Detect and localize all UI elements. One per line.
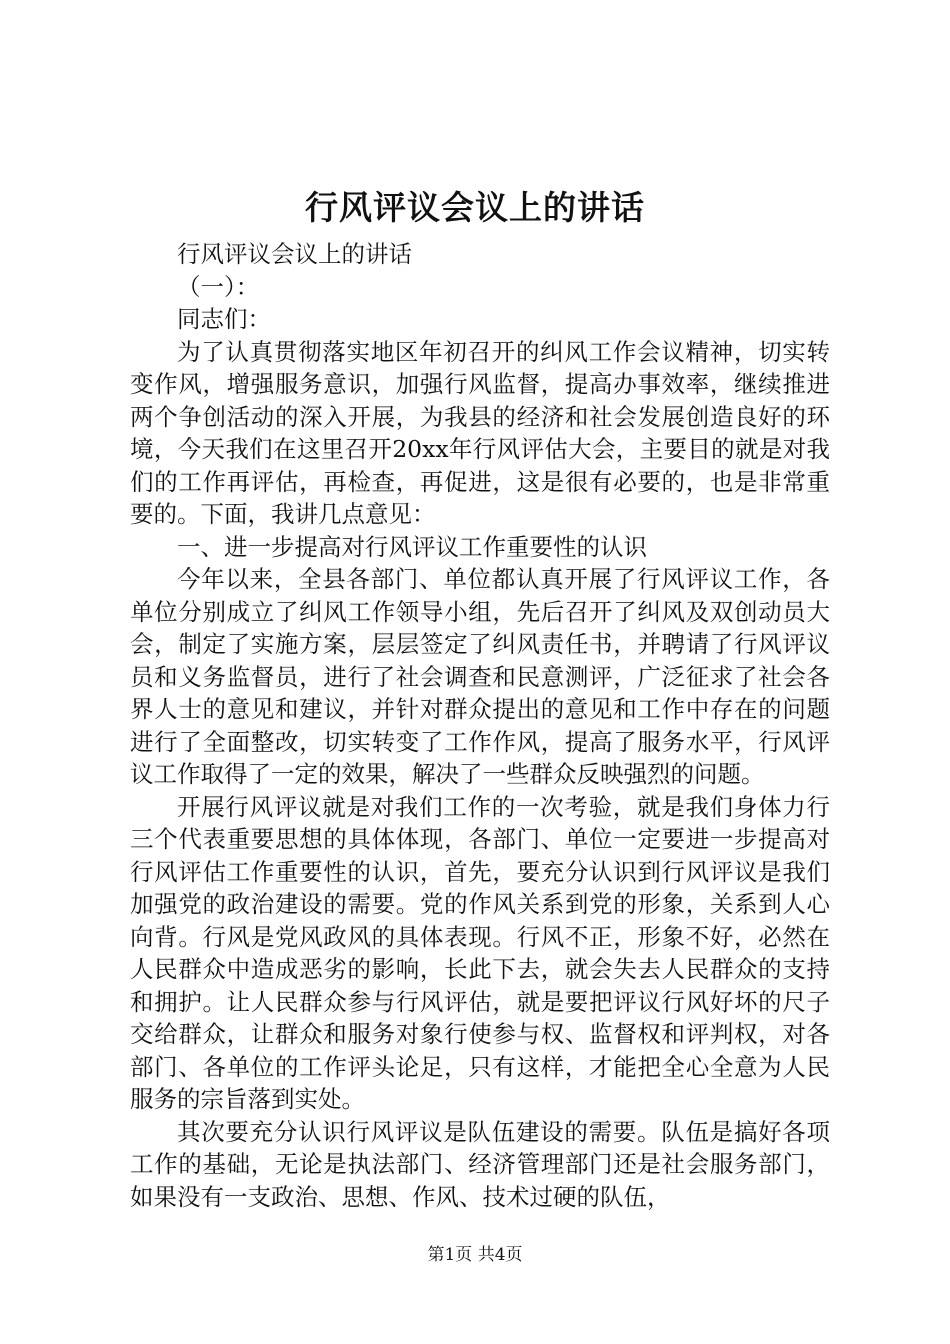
section-heading-1: 一、进一步提高对行风评议工作重要性的认识 xyxy=(177,532,647,561)
document-title: 行风评议会议上的讲话 xyxy=(305,188,645,227)
paragraph-importance: 开展行风评议就是对我们工作的一次考验，就是我们身体力行三个代表重要思想的具体体现，各部门、单位一定要进一步提高对行风评估工作重要性的认识，首先，要充分认识到行风评议是我们加强党的政治建设的需要。党的作风关系到党的形象，关系到人心向背。行风是党风政风的具体表现。行风不正，形象不好，必然在人民群众中造成恶劣的影响，长此下去，就会失去人民群众的支持和拥护。让人民群众参与行风评估，就是要把评议行风好坏的尺子交给群众，让群众和服务对象行使参与权、监督权和评判权，对各部门、各单位的工作评头论足，只有这样，才能把全心全意为人民服务的宗旨落到实处。 xyxy=(130,792,830,1113)
paragraph-section-number: （一）： xyxy=(177,272,260,301)
paragraph-team-building: 其次要充分认识行风评议是队伍建设的需要。队伍是搞好各项工作的基础，无论是执法部门、经济管理部门还是社会服务部门，如果没有一支政治、思想、作风、技术过硬的队伍， xyxy=(130,1117,830,1211)
paragraph-intro: 为了认真贯彻落实地区年初召开的纠风工作会议精神，切实转变作风，增强服务意识，加强行风监督，提高办事效率，继续推进两个争创活动的深入开展，为我县的经济和社会发展创造良好的环境，今天我们在这里召开20xx年行风评估大会，主要目的就是对我们的工作再评估，再检查，再促进，这是很有必要的，也是非常重要的。下面，我讲几点意见： xyxy=(130,337,830,528)
document-body xyxy=(130,238,830,1213)
paragraph-progress: 今年以来，全县各部门、单位都认真开展了行风评议工作，各单位分别成立了纠风工作领导小组，先后召开了纠风及双创动员大会，制定了实施方案，层层签定了纠风责任书，并聘请了行风评议员和义务监督员，进行了社会调查和民意测评，广泛征求了社会各界人士的意见和建议，并针对群众提出的意见和工作中存在的问题进行了全面整改，切实转变了工作作风，提高了服务水平，行风评议工作取得了一定的效果，解决了一些群众反映强烈的问题。 xyxy=(130,565,830,788)
paragraph-subtitle: 行风评议会议上的讲话 xyxy=(177,240,412,268)
paragraph-salutation: 同志们： xyxy=(177,305,271,333)
page-number-footer: 第1页 共4页 xyxy=(427,1245,523,1265)
